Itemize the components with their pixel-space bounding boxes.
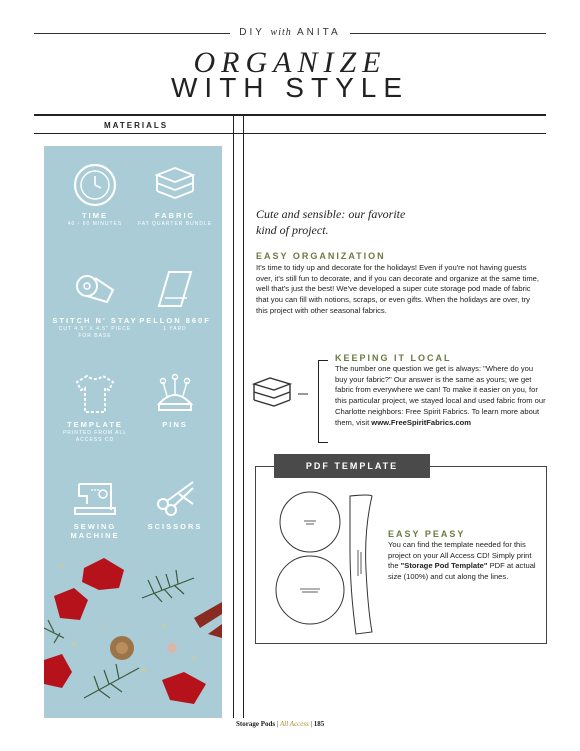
footer-separator: |	[276, 720, 279, 728]
materials-rule	[34, 133, 546, 134]
material-name: STITCH N' STAY	[52, 316, 138, 325]
kicker-with: with	[270, 27, 292, 38]
fabric-site-link[interactable]: www.FreeSpiritFabrics.com	[371, 417, 472, 427]
material-detail: 1 YARD	[163, 326, 187, 332]
sewing-machine-icon	[73, 474, 117, 518]
pdf-template-tab: PDF TEMPLATE	[274, 454, 430, 478]
pincushion-icon	[153, 372, 197, 416]
fabric-stack-icon	[250, 374, 310, 418]
tshirt-template-icon	[73, 372, 117, 416]
material-pins	[132, 372, 218, 430]
material-name: TEMPLATE	[67, 420, 123, 429]
material-template	[52, 372, 138, 444]
material-pellon	[132, 268, 218, 333]
easy-organization-body: It's time to tidy up and decorate for the holidays! Even if you're not having guests over, it's still fun to decorate, and if you can decorate and organize at the same time, well that's just the best! We've developed a super cute storage pod made of fabric that you can fill with notions, scraps, or even gifts. When the holidays are over, try this project with other seasonal fabrics.	[256, 263, 540, 315]
material-detail: FAT QUARTER BUNDLE	[137, 221, 213, 227]
page-title-line1: ORGANIZE	[193, 46, 387, 79]
material-name: PINS	[162, 420, 188, 429]
easy-organization-heading: EASY ORGANIZATION	[256, 251, 386, 261]
scissors-icon	[153, 474, 197, 518]
holiday-decor-photo	[44, 548, 222, 718]
fabric-stack-icon	[153, 163, 197, 207]
footer-separator: |	[310, 720, 312, 728]
kicker	[0, 27, 580, 38]
material-sewing-machine	[52, 474, 138, 541]
stabilizer-roll-icon	[73, 268, 117, 312]
material-name: SEWING MACHINE	[70, 522, 120, 540]
local-bracket-top	[318, 360, 328, 361]
column-rule-right	[243, 114, 244, 718]
keeping-local-heading: KEEPING IT LOCAL	[335, 353, 452, 363]
material-time	[52, 163, 138, 228]
easy-peasy-text-end: PDF at actual size (100%) and cut along the lines.	[388, 561, 536, 582]
page-title-line2: WITH STYLE	[170, 72, 409, 103]
kicker-diy: DIY	[239, 27, 265, 38]
page-footer	[236, 720, 324, 728]
materials-label: MATERIALS	[104, 121, 169, 130]
clock-icon	[73, 163, 117, 207]
material-stitch-n-stay	[52, 268, 138, 340]
local-bracket-bottom	[318, 442, 328, 443]
keeping-local-body	[335, 364, 547, 428]
local-bracket	[318, 360, 319, 442]
material-fabric	[132, 163, 218, 228]
footer-section: All Access	[280, 720, 309, 728]
column-rule-left	[233, 114, 234, 718]
intro-tagline: Cute and sensible: our favorite kind of project.	[256, 207, 406, 237]
easy-peasy-heading: EASY PEASY	[388, 529, 466, 539]
material-scissors	[132, 474, 218, 532]
keeping-local-text: The number one question we get is always: "Where do you buy your fabric?" Our answer is the same as yours; we get fabric from everywhere we can! To make it easier on you, for this particular project, we stayed local and used fabric from our Charlotte neighbors: Free Spirit Fabrics. To learn more about them, visit	[335, 364, 546, 427]
template-pattern-drawing	[272, 490, 382, 636]
easy-peasy-body	[388, 540, 538, 583]
footer-title: Storage Pods	[236, 720, 276, 728]
material-name: FABRIC	[155, 211, 195, 220]
material-name: TIME	[82, 211, 108, 220]
kicker-anita: ANITA	[297, 27, 341, 38]
easy-peasy-text: You can find the template needed for this project on your All Access CD! Simply print the	[388, 540, 532, 571]
material-name: SCISSORS	[147, 522, 203, 531]
page-number: 185	[313, 720, 325, 728]
material-detail: PRINTED FROM ALL ACCESS CD	[62, 430, 128, 443]
materials-panel	[44, 146, 222, 718]
material-detail: CUT 4.5" X 4.5" PIECE FOR BASE	[58, 326, 132, 339]
pellon-sheet-icon	[153, 268, 197, 312]
material-name: PELLON 860F	[139, 316, 211, 325]
material-detail: 40 - 60 MINUTES	[67, 221, 123, 227]
top-rule	[34, 114, 546, 116]
template-name: "Storage Pod Template"	[400, 561, 488, 571]
